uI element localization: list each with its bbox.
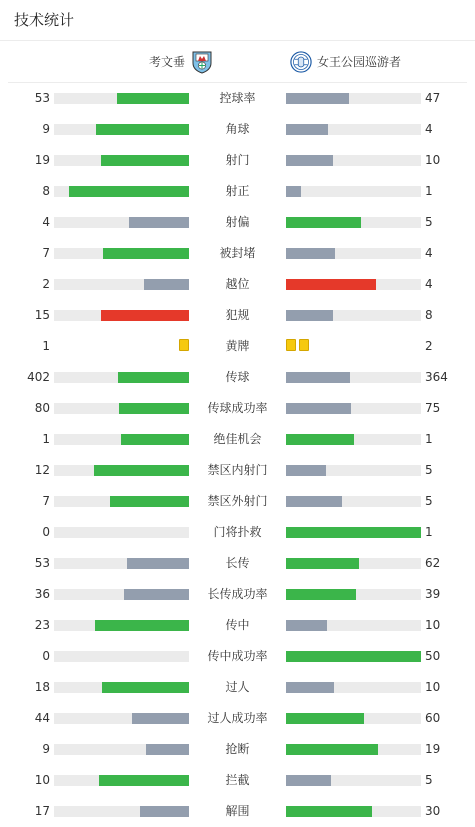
home-stat-bar-fill xyxy=(117,93,189,104)
home-stat-bar xyxy=(54,806,189,817)
away-stat-bar xyxy=(286,558,421,569)
home-stat-bar xyxy=(54,465,189,476)
home-stat-bar-fill xyxy=(118,372,189,383)
stat-label: 过人 xyxy=(225,680,250,694)
stat-row xyxy=(0,424,475,455)
stat-label: 控球率 xyxy=(219,91,256,105)
stat-label: 拦截 xyxy=(225,773,250,787)
home-stat-value: 0 xyxy=(42,525,50,539)
team-header xyxy=(8,41,467,83)
home-stat-bar-fill xyxy=(132,713,189,724)
stat-row xyxy=(0,486,475,517)
stat-row xyxy=(0,517,475,548)
stat-row xyxy=(0,455,475,486)
stat-label: 射门 xyxy=(225,153,250,167)
home-stat-bar xyxy=(54,93,189,104)
away-stat-bar xyxy=(286,682,421,693)
stat-label: 越位 xyxy=(225,277,250,291)
home-stat-value: 18 xyxy=(34,680,50,694)
away-stat-bar-fill xyxy=(286,527,421,538)
away-stat-bar xyxy=(286,713,421,724)
home-stat-bar xyxy=(54,279,189,290)
stats-list xyxy=(0,83,475,827)
stat-row xyxy=(0,765,475,796)
stat-row xyxy=(0,672,475,703)
away-stat-value: 19 xyxy=(425,742,441,756)
away-stat-value: 10 xyxy=(425,680,441,694)
away-stat-value: 60 xyxy=(425,711,441,725)
home-stat-value: 1 xyxy=(42,432,50,446)
away-stat-value: 8 xyxy=(425,308,433,322)
away-stat-bar-fill xyxy=(286,682,334,693)
away-stat-bar xyxy=(286,527,421,538)
home-stat-bar xyxy=(54,713,189,724)
home-stat-bar xyxy=(54,403,189,414)
home-stat-value: 402 xyxy=(27,370,50,384)
away-stat-bar-fill xyxy=(286,248,335,259)
away-stat-value: 4 xyxy=(425,122,433,136)
home-stat-value: 15 xyxy=(34,308,50,322)
away-stat-bar-fill xyxy=(286,744,378,755)
away-stat-bar-fill xyxy=(286,806,372,817)
stat-row xyxy=(0,548,475,579)
stat-label: 角球 xyxy=(225,122,250,136)
home-stat-bar-fill xyxy=(101,310,189,321)
stat-label: 绝佳机会 xyxy=(213,432,262,446)
away-stat-value: 1 xyxy=(425,184,433,198)
home-stat-bar-fill xyxy=(121,434,189,445)
away-stat-bar-fill xyxy=(286,279,376,290)
away-stat-bar xyxy=(286,372,421,383)
away-stat-bar-fill xyxy=(286,558,359,569)
home-stat-bar-fill xyxy=(69,186,189,197)
stat-label: 被封堵 xyxy=(219,246,256,260)
home-stat-bar-fill xyxy=(101,155,189,166)
home-stat-value: 44 xyxy=(34,711,50,725)
away-stat-value: 5 xyxy=(425,773,433,787)
home-stat-bar xyxy=(54,775,189,786)
stat-row xyxy=(0,176,475,207)
stat-row xyxy=(0,796,475,827)
stat-label: 传中成功率 xyxy=(207,649,268,663)
away-stat-bar xyxy=(286,806,421,817)
home-stat-bar xyxy=(54,527,189,538)
home-stat-value: 23 xyxy=(34,618,50,632)
away-stat-bar-fill xyxy=(286,496,342,507)
stat-label: 抢断 xyxy=(225,742,250,756)
stat-label: 长传成功率 xyxy=(207,587,268,601)
home-stat-value: 7 xyxy=(42,494,50,508)
stat-row xyxy=(0,610,475,641)
home-stat-bar xyxy=(54,124,189,135)
away-stat-bar xyxy=(286,248,421,259)
away-stat-bar-fill xyxy=(286,310,333,321)
home-stat-bar xyxy=(54,620,189,631)
page-title: 技术统计 xyxy=(0,0,475,41)
home-stat-bar xyxy=(54,682,189,693)
away-stat-value: 10 xyxy=(425,618,441,632)
away-stat-bar-fill xyxy=(286,775,331,786)
home-stat-bar xyxy=(54,744,189,755)
away-team-name: 女王公园巡游者 xyxy=(317,55,402,69)
home-yellow-cards xyxy=(179,339,189,352)
home-stat-bar-fill xyxy=(124,589,189,600)
qpr-crest-icon xyxy=(290,50,312,74)
stat-label: 禁区外射门 xyxy=(207,494,268,508)
home-stat-bar-fill xyxy=(110,496,189,507)
away-stat-value: 5 xyxy=(425,215,433,229)
home-stat-bar xyxy=(54,558,189,569)
stat-row xyxy=(0,238,475,269)
away-stat-bar xyxy=(286,155,421,166)
home-team-name: 考文垂 xyxy=(148,55,185,69)
away-stat-bar xyxy=(286,496,421,507)
home-stat-bar-fill xyxy=(95,620,189,631)
away-stat-bar-fill xyxy=(286,372,350,383)
stat-label: 门将扑救 xyxy=(213,525,262,539)
home-stat-bar xyxy=(54,248,189,259)
home-stat-bar xyxy=(54,372,189,383)
home-stat-bar xyxy=(54,434,189,445)
away-stat-value: 5 xyxy=(425,463,433,477)
stat-label: 犯规 xyxy=(225,308,250,322)
away-stat-value: 10 xyxy=(425,153,441,167)
away-stat-value: 2 xyxy=(425,339,433,353)
away-stat-value: 39 xyxy=(425,587,441,601)
stat-row xyxy=(0,641,475,672)
home-stat-value: 10 xyxy=(34,773,50,787)
stat-label: 传球成功率 xyxy=(207,401,268,415)
home-stat-bar xyxy=(54,155,189,166)
home-stat-bar-fill xyxy=(102,682,189,693)
stat-row xyxy=(0,145,475,176)
away-stat-bar-fill xyxy=(286,217,361,228)
stat-row xyxy=(0,114,475,145)
away-stat-bar xyxy=(286,651,421,662)
away-stat-bar xyxy=(286,124,421,135)
home-stat-bar-fill xyxy=(99,775,189,786)
home-stat-value: 8 xyxy=(42,184,50,198)
home-stat-value: 53 xyxy=(34,556,50,570)
away-stat-value: 364 xyxy=(425,370,448,384)
home-stat-bar xyxy=(54,186,189,197)
home-stat-value: 12 xyxy=(34,463,50,477)
stat-row xyxy=(0,362,475,393)
away-stat-value: 1 xyxy=(425,432,433,446)
home-stat-bar-fill xyxy=(144,279,189,290)
home-stat-value: 53 xyxy=(34,91,50,105)
stat-row xyxy=(0,734,475,765)
home-stat-bar-fill xyxy=(94,465,189,476)
stat-row xyxy=(0,83,475,114)
stat-row xyxy=(0,300,475,331)
stat-label: 传球 xyxy=(225,370,250,384)
home-stat-bar xyxy=(54,496,189,507)
away-stat-value: 4 xyxy=(425,246,433,260)
away-stat-bar xyxy=(286,434,421,445)
home-stat-value: 7 xyxy=(42,246,50,260)
stat-row xyxy=(0,579,475,610)
home-stat-value: 80 xyxy=(34,401,50,415)
away-stat-bar xyxy=(286,186,421,197)
away-stat-value: 30 xyxy=(425,804,441,818)
stat-label: 解围 xyxy=(225,804,250,818)
away-stat-value: 62 xyxy=(425,556,441,570)
home-stat-value: 0 xyxy=(42,649,50,663)
stat-row xyxy=(0,269,475,300)
away-stat-bar xyxy=(286,744,421,755)
stat-label: 传中 xyxy=(225,618,250,632)
stat-label: 长传 xyxy=(225,556,250,570)
home-stat-bar-fill xyxy=(129,217,189,228)
home-stat-value: 9 xyxy=(42,742,50,756)
away-stat-value: 4 xyxy=(425,277,433,291)
home-stat-value: 4 xyxy=(42,215,50,229)
away-stat-value: 50 xyxy=(425,649,441,663)
away-stat-bar-fill xyxy=(286,155,333,166)
away-stat-bar xyxy=(286,403,421,414)
away-stat-bar-fill xyxy=(286,186,301,197)
away-team[interactable] xyxy=(290,41,401,82)
home-stat-value: 9 xyxy=(42,122,50,136)
home-stat-bar xyxy=(54,589,189,600)
away-stat-value: 75 xyxy=(425,401,441,415)
home-stat-bar-fill xyxy=(127,558,189,569)
away-stat-bar xyxy=(286,279,421,290)
away-stat-bar xyxy=(286,465,421,476)
stat-row xyxy=(0,207,475,238)
coventry-crest-icon xyxy=(191,50,213,74)
home-stat-bar xyxy=(54,217,189,228)
home-stat-value: 19 xyxy=(34,153,50,167)
away-stat-value: 47 xyxy=(425,91,441,105)
away-stat-bar xyxy=(286,93,421,104)
away-stat-bar xyxy=(286,589,421,600)
away-stat-value: 5 xyxy=(425,494,433,508)
away-stat-bar xyxy=(286,620,421,631)
home-stat-bar-fill xyxy=(140,806,189,817)
home-stat-value: 1 xyxy=(42,339,50,353)
away-stat-bar xyxy=(286,775,421,786)
away-stat-bar-fill xyxy=(286,93,349,104)
home-stat-bar-fill xyxy=(103,248,189,259)
away-stat-bar-fill xyxy=(286,651,421,662)
away-stat-bar-fill xyxy=(286,124,328,135)
away-stat-bar-fill xyxy=(286,713,364,724)
home-stat-value: 2 xyxy=(42,277,50,291)
home-stat-value: 17 xyxy=(34,804,50,818)
stat-label: 射偏 xyxy=(225,215,250,229)
away-yellow-cards xyxy=(286,339,309,352)
away-stat-bar-fill xyxy=(286,465,326,476)
stat-label: 禁区内射门 xyxy=(207,463,268,477)
home-stat-bar xyxy=(54,310,189,321)
away-stat-value: 1 xyxy=(425,525,433,539)
away-stat-bar-fill xyxy=(286,434,354,445)
stat-row xyxy=(0,393,475,424)
stat-row xyxy=(0,331,475,362)
away-stat-bar xyxy=(286,217,421,228)
stat-label: 黄牌 xyxy=(225,339,250,353)
away-stat-bar-fill xyxy=(286,589,356,600)
yellow-card-icon xyxy=(179,339,189,351)
yellow-card-icon xyxy=(299,339,309,351)
away-stat-bar xyxy=(286,310,421,321)
stat-row xyxy=(0,703,475,734)
away-stat-bar-fill xyxy=(286,403,351,414)
home-stat-bar xyxy=(54,651,189,662)
stat-label: 过人成功率 xyxy=(207,711,268,725)
home-team[interactable] xyxy=(149,41,213,82)
home-stat-value: 36 xyxy=(34,587,50,601)
yellow-card-icon xyxy=(286,339,296,351)
home-stat-bar-fill xyxy=(146,744,189,755)
stat-label: 射正 xyxy=(225,184,250,198)
home-stat-bar-fill xyxy=(119,403,189,414)
away-stat-bar-fill xyxy=(286,620,327,631)
home-stat-bar-fill xyxy=(96,124,189,135)
